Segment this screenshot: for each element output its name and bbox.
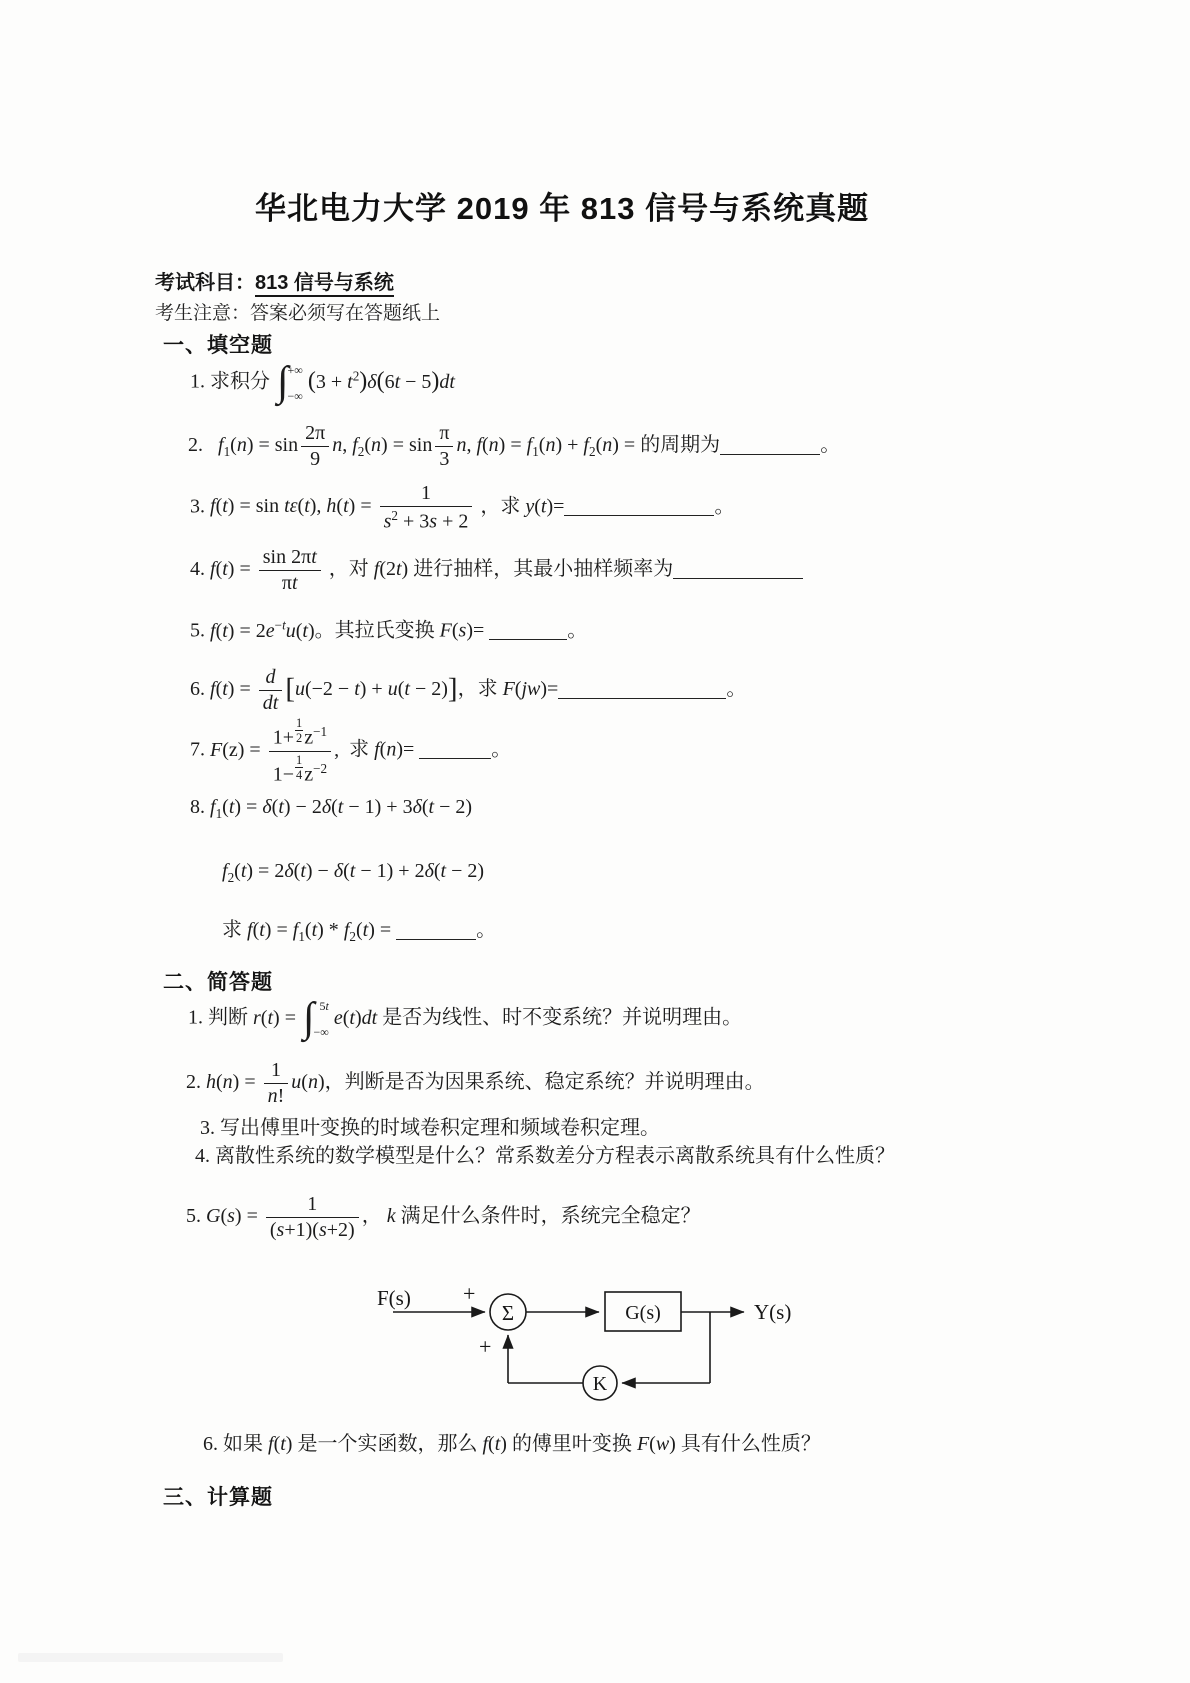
fill-question-2: 2. $f_1(n) = \sin$ $\frac{2\pi}{9}$ n, $f_2(n) = \sin$ $\frac{\pi}{3}$ n, $f(n) = f_1(n) + f_2(n)$ = 的周期为 。 [188,422,841,470]
fill-question-8-line3: 求 $f(t) = f_1(t) * f_2(t)$ = 。 [222,919,497,944]
answer-blank [489,620,567,640]
transfer-block-label: G(s) [625,1302,661,1324]
fill-question-6: 6. f(t) = $\frac{d}{dt}$ [u(−2 − t) + u(t − 2)]，求 F(jw)= 。 [190,666,747,714]
answer-blank [558,679,726,699]
fill-question-8-line2: $f_2(t) = 2\delta(t) - \delta(t - 1) + 2\delta(t - 2)$ [222,860,485,885]
fill-question-5: 5. $f(t) = 2e^{-t}u(t)$。其拉氏变换 F(s)= 。 [190,617,588,642]
summer-label: Σ [501,1301,515,1325]
fill-question-3: 3. f(t) = sin tε(t), h(t) = $\frac{1}{s^2 + 3s + 2}$ ，求 y(t)= 。 [190,482,735,533]
diagram-plus-bottom: + [479,1334,492,1359]
fill-question-7: 7. F(z) = 1+ $\frac{1}{2}$ $z^{-1}$ 1− $\frac{1}{4}$ $z^{-2}$ , 求 f(n)= 。 [190,716,512,785]
subject-value: 813 信号与系统 [255,272,394,297]
fill-question-8-line1: 8. $f_1(t) = \delta(t) - 2\delta(t - 1) + 3\delta(t - 2)$ [190,796,473,821]
short-question-3: 3. 写出傅里叶变换的时域卷积定理和频域卷积定理。 [200,1117,660,1139]
fill-question-1: 1. 求积分 ∫ +∞ −∞ $(3 + t^2)\delta(6t - 5)dt$ [190,359,455,405]
short-question-1: 1. 判断 r(t) = ∫ 5t −∞ e(t)dt 是否为线性、时不变系统？并说明理由。 [188,995,743,1041]
section-heading-calculation: 三、计算题 [163,1486,273,1509]
answer-blank [396,920,476,940]
fill-question-4: 4. f(t) = $\frac{\sin 2\pi t}{\pi t}$ ，对 f(2t) 进行抽样，其最小抽样频率为 [190,546,803,595]
answer-blank [673,559,803,579]
short-question-6: 6. 如果 f(t) 是一个实函数，那么 f(t) 的傅里叶变换 F(w) 具有什么性质？ [203,1433,821,1455]
diagram-input-label: F(s) [377,1286,411,1310]
subject-label: 考试科目： [155,272,255,294]
short-question-5: 5. G(s) = $\frac{1}{(s+1)(s+2)}$ ， k 满足什么条件时，系统完全稳定？ [186,1193,701,1241]
diagram-plus-top: + [463,1281,476,1306]
answer-blank [419,739,491,759]
scan-artifact [18,1653,283,1662]
gain-block-label: K [592,1373,608,1395]
feedback-block-diagram [373,1278,825,1416]
short-question-4: 4. 离散性系统的数学模型是什么？常系数差分方程表示离散系统具有什么性质？ [195,1145,895,1167]
notice-line: 考生注意：答案必须写在答题纸上 [155,303,441,324]
short-question-2: 2. h(n) = $\frac{1}{n!}$ u(n)，判断是否为因果系统、稳定系统？并说明理由。 [186,1059,765,1107]
answer-blank [720,435,820,455]
subject-line [155,266,394,295]
section-heading-fill-in: 一、填空题 [163,334,273,357]
answer-blank [564,496,714,516]
diagram-output-label: Y(s) [754,1300,792,1324]
page-title: 华北电力大学 2019 年 813 信号与系统真题 [255,191,870,226]
section-heading-short-answer: 二、简答题 [163,971,273,994]
